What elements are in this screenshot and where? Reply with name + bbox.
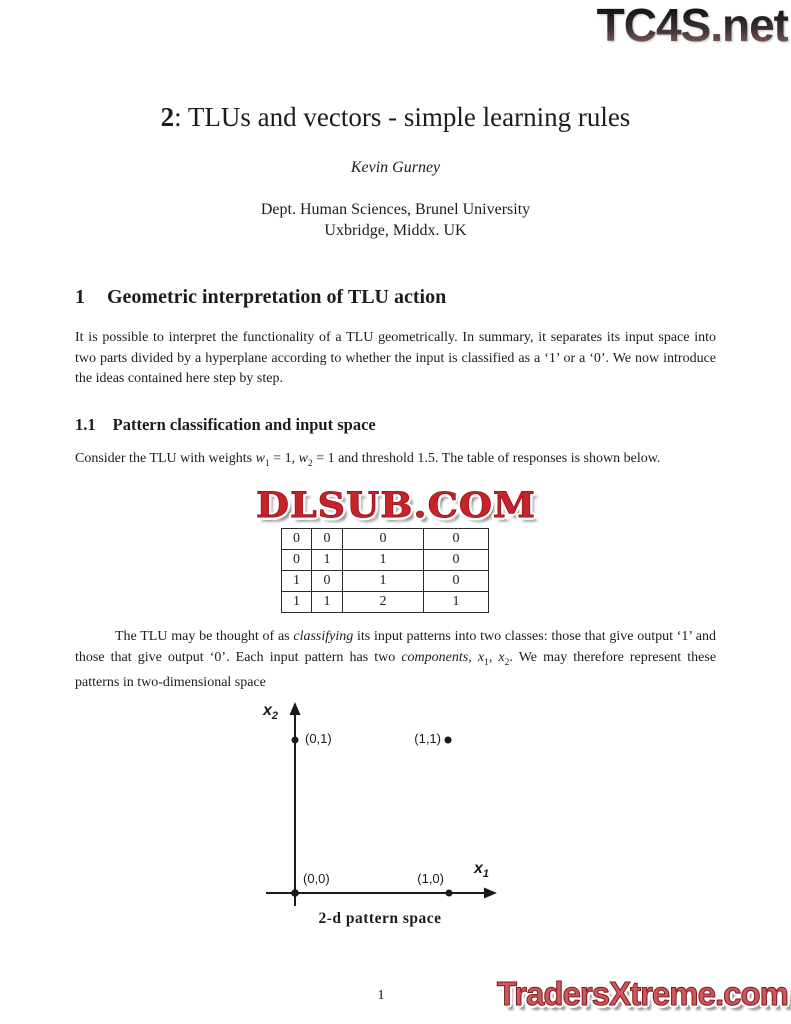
subsection-number: 1.1 — [75, 415, 96, 434]
table-cell: 0 — [424, 571, 489, 592]
table-cell: 0 — [343, 529, 424, 550]
data-point-1-1 — [445, 737, 452, 744]
table-cell: 0 — [424, 550, 489, 571]
point-label-1-1: (1,1) — [414, 731, 441, 746]
tc4s-watermark-logo: TC4S.net — [558, 0, 788, 52]
pattern-space-plot — [250, 702, 510, 914]
affiliation-line-2: Uxbridge, Middx. UK — [324, 222, 467, 239]
y-axis-arrowhead — [290, 702, 301, 715]
table-cell: 0 — [282, 529, 312, 550]
table-cell: 0 — [312, 529, 343, 550]
response-table — [281, 528, 489, 613]
table-cell: 2 — [343, 592, 424, 613]
affiliation-line-1: Dept. Human Sciences, Brunel University — [260, 201, 531, 218]
table-row — [282, 571, 489, 592]
paragraph-classifying: The TLU may be thought of as classifying its input patterns into two classes: those that give output ‘1’ and those that give output ‘0’. Each input pattern has two components, $x_1$, $x_2$. We may therefore represent these patterns in two-dimensional space — [75, 629, 717, 690]
pattern-space-figure — [250, 702, 510, 914]
dlsub-watermark-logo: DLSUB.COM — [255, 483, 536, 526]
x-axis-label: $x_1$ — [474, 860, 489, 881]
table-cell: 1 — [343, 571, 424, 592]
data-point-1-0 — [446, 890, 453, 897]
point-label-0-0: (0,0) — [303, 871, 330, 886]
table-cell: 1 — [424, 592, 489, 613]
subsection-title: Pattern classification and input space — [112, 415, 376, 434]
point-label-0-1: (0,1) — [305, 731, 332, 746]
x-axis-arrowhead — [484, 888, 497, 899]
page-title: 2: TLUs and vectors - simple learning rules — [160, 102, 631, 132]
author-name: Kevin Gurney — [350, 159, 441, 176]
section-title: Geometric interpretation of TLU action — [107, 286, 447, 308]
table-row — [282, 550, 489, 571]
section-heading-1 — [75, 286, 716, 309]
point-label-1-0: (1,0) — [417, 871, 444, 886]
page-number: 1 — [377, 988, 385, 1003]
table-cell: 1 — [282, 571, 312, 592]
table-cell: 0 — [312, 571, 343, 592]
table-cell: 1 — [282, 592, 312, 613]
table-cell: 1 — [312, 592, 343, 613]
table-row — [282, 529, 489, 550]
figure-caption: 2-d pattern space — [318, 910, 442, 927]
data-point-0-0 — [291, 889, 299, 897]
y-axis-label: $x_2$ — [263, 702, 278, 723]
table-cell: 1 — [343, 550, 424, 571]
tradersxtreme-watermark-logo: TradersXtreme.com — [496, 975, 788, 1012]
paragraph-geometric-interpretation: It is possible to interpret the functionality of a TLU geometrically. In summary, it separates its input space into two parts divided by a hyperplane according to whether the input is classified as a ‘1’ or a ‘0’. We now introduce the ideas contained here step by step. — [75, 330, 716, 386]
table-cell: 1 — [312, 550, 343, 571]
data-point-0-1 — [292, 737, 299, 744]
subsection-heading-1-1 — [75, 415, 716, 435]
table-row — [282, 592, 489, 613]
table-cell: 0 — [424, 529, 489, 550]
paragraph-consider-tlu: Consider the TLU with weights $w_1 = 1$, $w_2 = 1$ and threshold 1.5. The table of responses is shown below. — [75, 451, 661, 469]
section-number: 1 — [75, 286, 85, 308]
table-cell: 0 — [282, 550, 312, 571]
